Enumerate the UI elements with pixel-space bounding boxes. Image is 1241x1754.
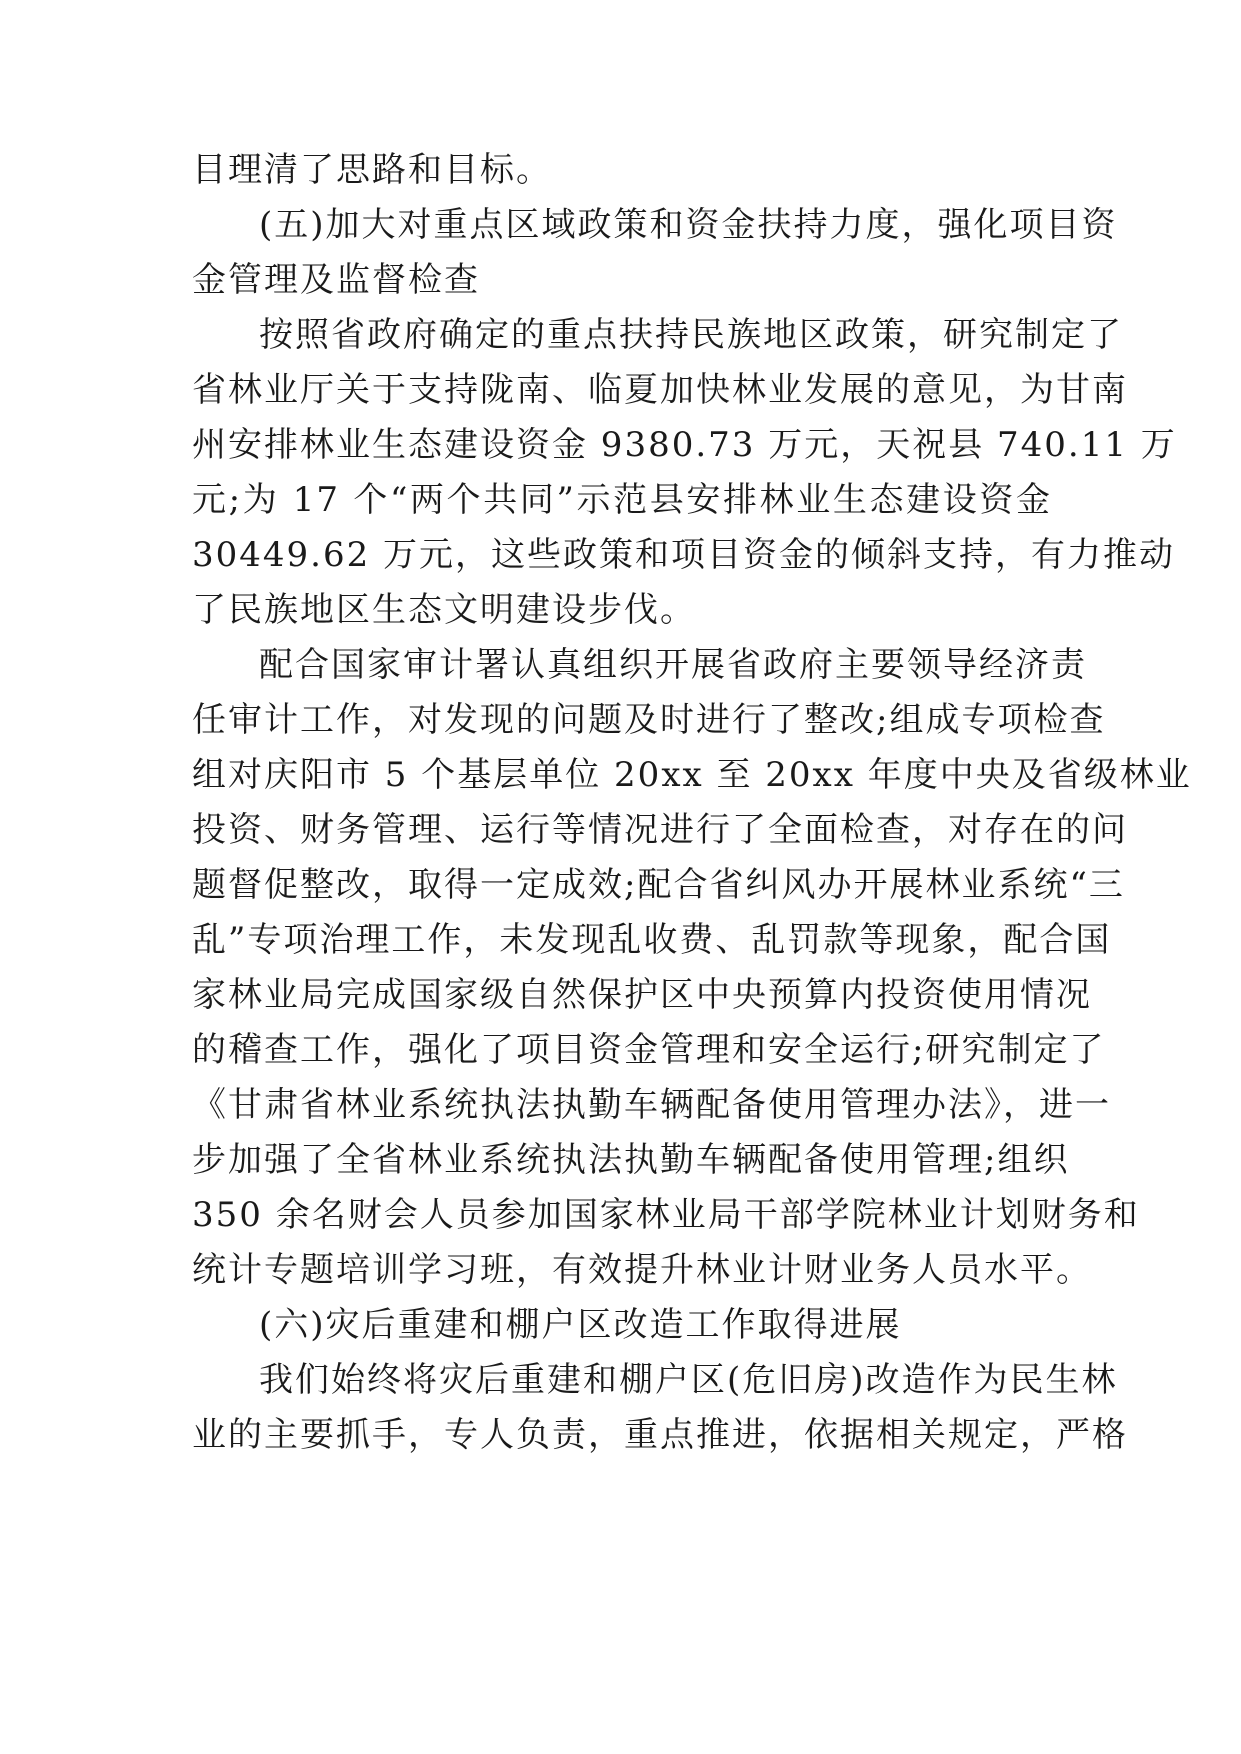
text-line: 《甘肃省林业系统执法执勤车辆配备使用管理办法》，进一 xyxy=(192,1085,1111,1125)
text-line: 任审计工作，对发现的问题及时进行了整改;组成专项检查 xyxy=(192,700,1106,740)
text-line: 配合国家审计署认真组织开展省政府主要领导经济责 xyxy=(259,645,1087,685)
text-line: 组对庆阳市 5 个基层单位 20xx 至 20xx 年度中央及省级林业 xyxy=(192,755,1192,795)
text-line: 乱”专项治理工作，未发现乱收费、乱罚款等现象，配合国 xyxy=(192,920,1112,960)
text-line: 按照省政府确定的重点扶持民族地区政策，研究制定了 xyxy=(259,315,1123,355)
text-line: 30449.62 万元，这些政策和项目资金的倾斜支持，有力推动 xyxy=(192,535,1176,575)
text-line: 投资、财务管理、运行等情况进行了全面检查，对存在的问 xyxy=(192,810,1128,850)
text-line: 的稽查工作，强化了项目资金管理和安全运行;研究制定了 xyxy=(192,1030,1106,1070)
text-line: 省林业厅关于支持陇南、临夏加快林业发展的意见，为甘南 xyxy=(192,370,1128,410)
section-heading: (五)加大对重点区域政策和资金扶持力度，强化项目资 xyxy=(259,205,1118,245)
text-line: 步加强了全省林业系统执法执勤车辆配备使用管理;组织 xyxy=(192,1140,1070,1180)
text-line: 我们始终将灾后重建和棚户区(危旧房)改造作为民生林 xyxy=(259,1360,1118,1400)
section-heading: (六)灾后重建和棚户区改造工作取得进展 xyxy=(259,1305,902,1345)
text-line: 350 余名财会人员参加国家林业局干部学院林业计划财务和 xyxy=(192,1195,1140,1235)
text-line: 了民族地区生态文明建设步伐。 xyxy=(192,590,696,630)
text-line: 元;为 17 个“两个共同”示范县安排林业生态建设资金 xyxy=(192,480,1052,520)
text-line: 目理清了思路和目标。 xyxy=(192,150,552,190)
text-line: 州安排林业生态建设资金 9380.73 万元，天祝县 740.11 万 xyxy=(192,425,1177,465)
text-line: 题督促整改，取得一定成效;配合省纠风办开展林业系统“三 xyxy=(192,865,1125,905)
section-heading-cont: 金管理及监督检查 xyxy=(192,260,480,300)
text-line: 业的主要抓手，专人负责，重点推进，依据相关规定，严格 xyxy=(192,1415,1128,1455)
text-line: 统计专题培训学习班，有效提升林业计财业务人员水平。 xyxy=(192,1250,1092,1290)
text-line: 家林业局完成国家级自然保护区中央预算内投资使用情况 xyxy=(192,975,1092,1015)
